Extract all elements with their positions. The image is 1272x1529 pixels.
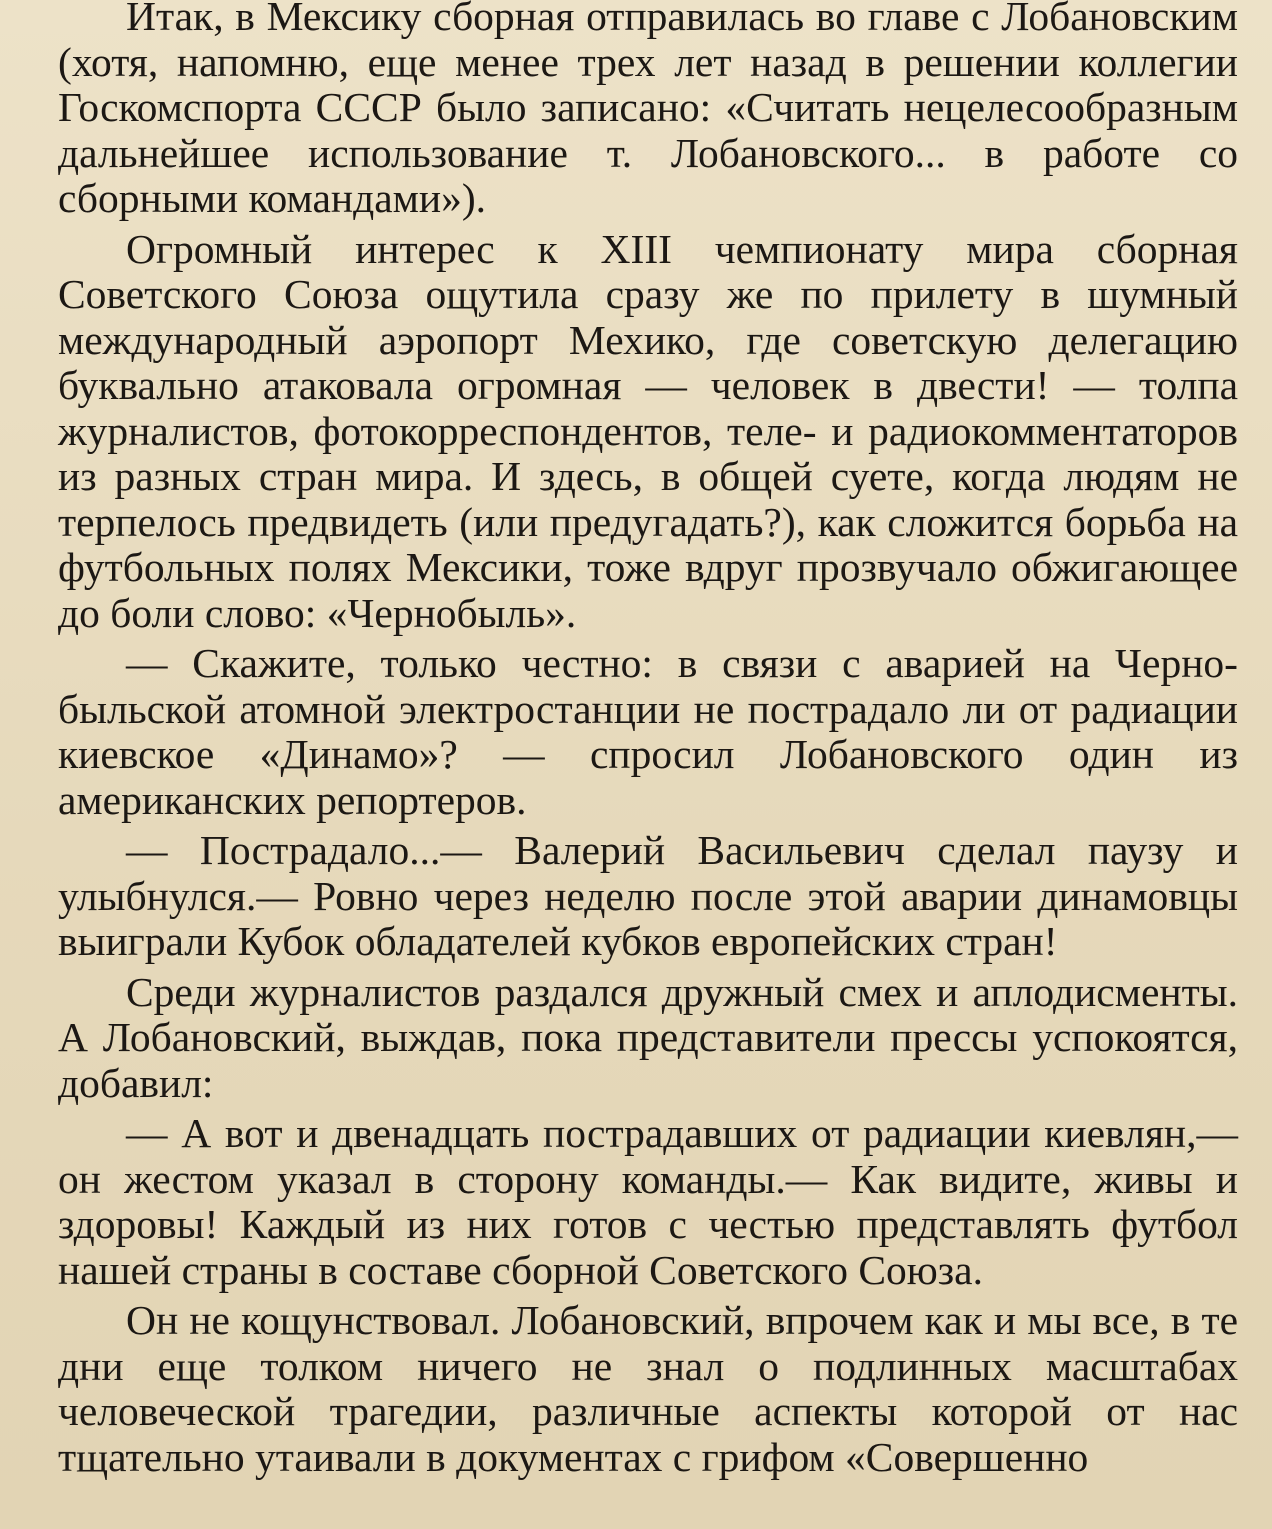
body-text (58, 0, 1238, 1485)
paragraph-6: — А вот и двенадцать пострадавших от радиации киевлян,— он жестом указал в сторону команды.— Как видите, живы и здоровы! Каждый из них готов с честью представлять футбол нашей страны в составе сборной Советского Союза. (58, 1110, 1238, 1293)
paragraph-7: Он не кощунствовал. Лобановский, впрочем как и мы все, в те дни еще толком ничего не знал о подлинных масштабах человеческой трагедии, различные аспекты которой от нас тщательно утаивали в документах с грифом «Совершенно (58, 1297, 1238, 1480)
paragraph-2: Огромный интерес к XIII чемпионату мира сборная Советского Союза ощутила сразу же по прилету в шумный международный аэропорт Мехико, где советскую делегацию буквально атаковала огромная — человек в двести! — толпа журналистов, фотокорреспондентов, теле- и радиокомментаторов из разных стран мира. И здесь, в общей суете, когда людям не терпелось предвидеть (или предугадать?), как сложится борьба на футбольных полях Мексики, тоже вдруг прозвучало обжигающее до боли слово: «Чернобыль». (58, 225, 1238, 636)
paragraph-3: — Скажите, только честно: в связи с аварией на Чернобыльской атомной электростанции не пострадало ли от радиации киевское «Динамо»? — спросил Лобановского один из американских репортеров. (58, 640, 1238, 823)
paragraph-5: Среди журналистов раздался дружный смех и аплодисменты. А Лобановский, выждав, пока представители прессы успокоятся, добавил: (58, 968, 1238, 1106)
paragraph-1: Итак, в Мексику сборная отправилась во главе с Лобановским (хотя, напомню, еще менее трех лет назад в решении коллегии Госкомспорта СССР было записано: «Считать нецелесообразным дальнейшее использование т. Лобановского... в работе со сборными командами»). (58, 0, 1238, 221)
paragraph-4: — Пострадало...— Валерий Васильевич сделал паузу и улыбнулся.— Ровно через неделю после этой аварии динамовцы выиграли Кубок обладателей кубков европейских стран! (58, 827, 1238, 964)
